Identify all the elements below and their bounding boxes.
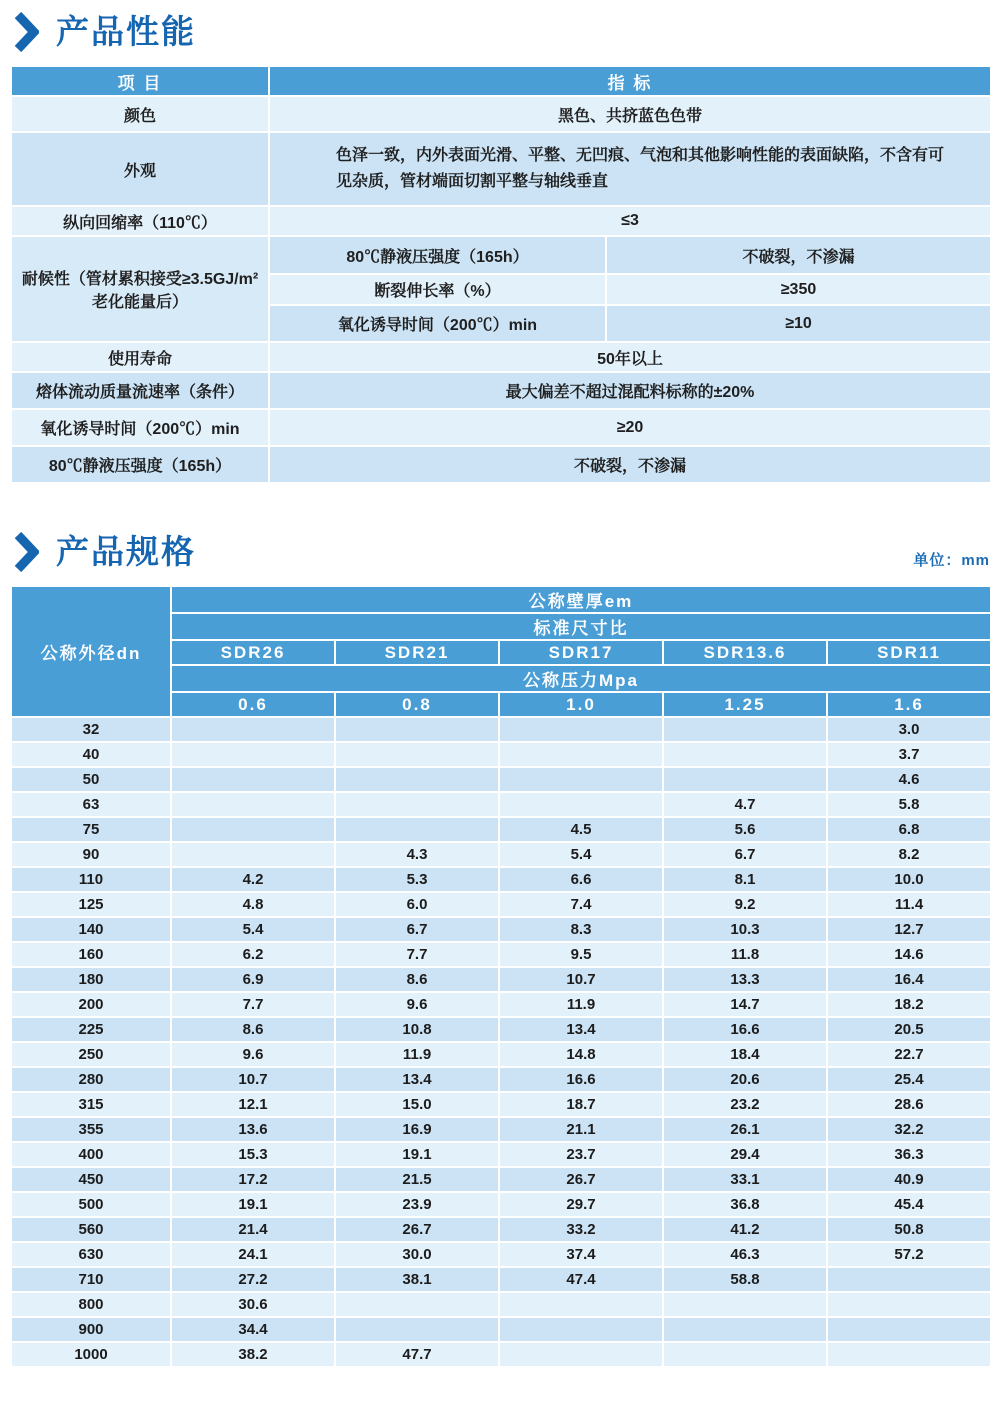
wall-thickness-cell: 6.8 — [827, 817, 991, 842]
wall-thickness-cell: 6.7 — [663, 842, 827, 867]
wall-thickness-cell: 6.7 — [335, 917, 499, 942]
spec-pressure-1-25: 1.25 — [663, 692, 827, 717]
table-row — [11, 892, 991, 917]
dn-cell: 180 — [11, 967, 171, 992]
spec-pressure-0-6: 0.6 — [171, 692, 335, 717]
table-row — [11, 842, 991, 867]
wall-thickness-cell: 16.6 — [663, 1017, 827, 1042]
wall-thickness-cell: 15.3 — [171, 1142, 335, 1167]
wall-thickness-cell: 18.4 — [663, 1042, 827, 1067]
table-row — [11, 1242, 991, 1267]
table-row — [11, 1217, 991, 1242]
table-row — [11, 409, 991, 446]
wall-thickness-cell: 4.6 — [827, 767, 991, 792]
spec-header-sdr17: SDR17 — [499, 640, 663, 665]
wall-thickness-cell: 36.3 — [827, 1142, 991, 1167]
table-row — [11, 1117, 991, 1142]
wall-thickness-cell — [171, 817, 335, 842]
wall-thickness-cell: 5.8 — [827, 792, 991, 817]
spec-header-pressure: 公称压力Mpa — [171, 665, 991, 692]
wall-thickness-cell: 6.6 — [499, 867, 663, 892]
table-row — [11, 1292, 991, 1317]
wall-thickness-cell — [827, 1342, 991, 1367]
wall-thickness-cell — [171, 742, 335, 767]
perf-label-hydrostatic: 80℃静液压强度（165h） — [11, 446, 269, 483]
perf-value-hydrostatic: 不破裂，不渗漏 — [269, 446, 991, 483]
dn-cell: 560 — [11, 1217, 171, 1242]
perf-subitem-name: 氧化诱导时间（200℃）min — [269, 305, 606, 342]
dn-cell: 250 — [11, 1042, 171, 1067]
wall-thickness-cell: 57.2 — [827, 1242, 991, 1267]
performance-section-header — [10, 12, 990, 52]
wall-thickness-cell — [335, 817, 499, 842]
wall-thickness-cell — [171, 767, 335, 792]
wall-thickness-cell — [827, 1267, 991, 1292]
wall-thickness-cell: 10.8 — [335, 1017, 499, 1042]
wall-thickness-cell: 33.2 — [499, 1217, 663, 1242]
wall-thickness-cell: 18.2 — [827, 992, 991, 1017]
wall-thickness-cell: 14.6 — [827, 942, 991, 967]
table-row — [11, 767, 991, 792]
wall-thickness-cell: 7.7 — [171, 992, 335, 1017]
wall-thickness-cell: 9.2 — [663, 892, 827, 917]
wall-thickness-cell: 40.9 — [827, 1167, 991, 1192]
table-row — [11, 867, 991, 892]
wall-thickness-cell: 10.7 — [171, 1067, 335, 1092]
spec-table-body — [11, 717, 991, 1367]
spec-table — [10, 585, 992, 1368]
wall-thickness-cell: 19.1 — [335, 1142, 499, 1167]
spec-pressure-1-6: 1.6 — [827, 692, 991, 717]
wall-thickness-cell — [827, 1317, 991, 1342]
perf-label-color: 颜色 — [11, 96, 269, 132]
dn-cell: 500 — [11, 1192, 171, 1217]
wall-thickness-cell: 10.0 — [827, 867, 991, 892]
perf-label-appearance: 外观 — [11, 132, 269, 206]
perf-label-melt-flow: 熔体流动质量流速率（条件） — [11, 372, 269, 409]
wall-thickness-cell: 13.6 — [171, 1117, 335, 1142]
wall-thickness-cell: 58.8 — [663, 1267, 827, 1292]
perf-subitem-name: 80℃静液压强度（165h） — [269, 236, 606, 274]
wall-thickness-cell: 5.3 — [335, 867, 499, 892]
section-title-text: 产品性能 — [56, 13, 196, 51]
wall-thickness-cell: 4.5 — [499, 817, 663, 842]
wall-thickness-cell: 27.2 — [171, 1267, 335, 1292]
table-row — [11, 236, 991, 274]
wall-thickness-cell: 11.9 — [335, 1042, 499, 1067]
wall-thickness-cell: 45.4 — [827, 1192, 991, 1217]
section-title-text: 产品规格 — [56, 533, 196, 571]
perf-value-melt-flow: 最大偏差不超过混配料标称的±20% — [269, 372, 991, 409]
wall-thickness-cell — [171, 717, 335, 742]
dn-cell: 710 — [11, 1267, 171, 1292]
wall-thickness-cell: 28.6 — [827, 1092, 991, 1117]
wall-thickness-cell: 29.7 — [499, 1192, 663, 1217]
wall-thickness-cell: 8.6 — [335, 967, 499, 992]
table-row — [11, 96, 991, 132]
wall-thickness-cell: 11.4 — [827, 892, 991, 917]
spec-pressure-0-8: 0.8 — [335, 692, 499, 717]
wall-thickness-cell — [171, 842, 335, 867]
table-row — [11, 742, 991, 767]
performance-section-title — [10, 12, 196, 52]
wall-thickness-cell: 13.3 — [663, 967, 827, 992]
table-row — [11, 1167, 991, 1192]
wall-thickness-cell: 9.6 — [335, 992, 499, 1017]
wall-thickness-cell: 30.6 — [171, 1292, 335, 1317]
chevron-right-icon — [14, 12, 39, 52]
wall-thickness-cell: 50.8 — [827, 1217, 991, 1242]
dn-cell: 63 — [11, 792, 171, 817]
perf-subitem-name: 断裂伸长率（%） — [269, 274, 606, 305]
wall-thickness-cell — [335, 717, 499, 742]
wall-thickness-cell: 3.0 — [827, 717, 991, 742]
wall-thickness-cell: 24.1 — [171, 1242, 335, 1267]
wall-thickness-cell — [335, 742, 499, 767]
wall-thickness-cell: 38.1 — [335, 1267, 499, 1292]
wall-thickness-cell — [499, 1317, 663, 1342]
dn-cell: 200 — [11, 992, 171, 1017]
wall-thickness-cell: 17.2 — [171, 1167, 335, 1192]
wall-thickness-cell — [499, 717, 663, 742]
table-row — [11, 1317, 991, 1342]
wall-thickness-cell: 23.2 — [663, 1092, 827, 1117]
perf-subitem-value: ≥350 — [606, 274, 991, 305]
wall-thickness-cell: 9.5 — [499, 942, 663, 967]
wall-thickness-cell: 26.1 — [663, 1117, 827, 1142]
wall-thickness-cell: 6.2 — [171, 942, 335, 967]
perf-label-weathering-group: 耐候性（管材累积接受≥3.5GJ/m²老化能量后） — [11, 236, 269, 342]
wall-thickness-cell: 47.7 — [335, 1342, 499, 1367]
spec-header-sdr-ratio: 标准尺寸比 — [171, 613, 991, 640]
wall-thickness-cell: 14.7 — [663, 992, 827, 1017]
wall-thickness-cell — [335, 1317, 499, 1342]
perf-value-lifetime: 50年以上 — [269, 342, 991, 372]
spec-header-dn: 公称外径dn — [11, 586, 171, 717]
table-row — [11, 1067, 991, 1092]
wall-thickness-cell — [663, 1292, 827, 1317]
wall-thickness-cell: 5.6 — [663, 817, 827, 842]
wall-thickness-cell: 37.4 — [499, 1242, 663, 1267]
spec-header-sdr11: SDR11 — [827, 640, 991, 665]
dn-cell: 90 — [11, 842, 171, 867]
specs-section-title — [10, 532, 196, 572]
dn-cell: 110 — [11, 867, 171, 892]
wall-thickness-cell — [499, 742, 663, 767]
wall-thickness-cell: 13.4 — [335, 1067, 499, 1092]
table-row — [11, 446, 991, 483]
table-row — [11, 992, 991, 1017]
table-row — [11, 1017, 991, 1042]
dn-cell: 75 — [11, 817, 171, 842]
wall-thickness-cell: 23.9 — [335, 1192, 499, 1217]
spec-header-sdr21: SDR21 — [335, 640, 499, 665]
wall-thickness-cell — [663, 767, 827, 792]
wall-thickness-cell: 6.0 — [335, 892, 499, 917]
table-row — [11, 717, 991, 742]
dn-cell: 1000 — [11, 1342, 171, 1367]
perf-subitem-value: ≥10 — [606, 305, 991, 342]
dn-cell: 450 — [11, 1167, 171, 1192]
wall-thickness-cell: 8.1 — [663, 867, 827, 892]
wall-thickness-cell: 11.9 — [499, 992, 663, 1017]
wall-thickness-cell: 19.1 — [171, 1192, 335, 1217]
wall-thickness-cell: 13.4 — [499, 1017, 663, 1042]
wall-thickness-cell: 14.8 — [499, 1042, 663, 1067]
table-row — [11, 1142, 991, 1167]
wall-thickness-cell: 32.2 — [827, 1117, 991, 1142]
wall-thickness-cell: 26.7 — [499, 1167, 663, 1192]
performance-table — [10, 65, 992, 484]
dn-cell: 900 — [11, 1317, 171, 1342]
perf-value-appearance: 色泽一致，内外表面光滑、平整、无凹痕、气泡和其他影响性能的表面缺陷，不含有可见杂质，管材端面切割平整与轴线垂直 — [269, 132, 991, 206]
wall-thickness-cell: 46.3 — [663, 1242, 827, 1267]
table-row — [11, 1267, 991, 1292]
specs-section-header — [10, 532, 990, 572]
wall-thickness-cell: 21.4 — [171, 1217, 335, 1242]
table-row — [11, 206, 991, 236]
spec-pressure-1-0: 1.0 — [499, 692, 663, 717]
wall-thickness-cell: 9.6 — [171, 1042, 335, 1067]
wall-thickness-cell — [171, 792, 335, 817]
table-row — [11, 792, 991, 817]
dn-cell: 630 — [11, 1242, 171, 1267]
wall-thickness-cell — [663, 742, 827, 767]
wall-thickness-cell: 47.4 — [499, 1267, 663, 1292]
wall-thickness-cell: 4.7 — [663, 792, 827, 817]
dn-cell: 32 — [11, 717, 171, 742]
wall-thickness-cell: 25.4 — [827, 1067, 991, 1092]
wall-thickness-cell: 16.4 — [827, 967, 991, 992]
specs-section — [10, 532, 990, 1368]
table-row — [11, 1192, 991, 1217]
dn-cell: 355 — [11, 1117, 171, 1142]
spec-header-sdr13-6: SDR13.6 — [663, 640, 827, 665]
wall-thickness-cell: 36.8 — [663, 1192, 827, 1217]
perf-header-item: 项 目 — [11, 66, 269, 96]
dn-cell: 40 — [11, 742, 171, 767]
perf-value-color: 黑色、共挤蓝色色带 — [269, 96, 991, 132]
spec-header-wall: 公称壁厚em — [171, 586, 991, 613]
perf-label-oxidation: 氧化诱导时间（200℃）min — [11, 409, 269, 446]
wall-thickness-cell: 12.1 — [171, 1092, 335, 1117]
perf-label-lifetime: 使用寿命 — [11, 342, 269, 372]
wall-thickness-cell: 8.2 — [827, 842, 991, 867]
perf-value-oxidation: ≥20 — [269, 409, 991, 446]
table-row — [11, 942, 991, 967]
wall-thickness-cell: 8.3 — [499, 917, 663, 942]
wall-thickness-cell: 5.4 — [499, 842, 663, 867]
table-row — [11, 1092, 991, 1117]
table-row — [11, 372, 991, 409]
wall-thickness-cell — [499, 1342, 663, 1367]
wall-thickness-cell: 6.9 — [171, 967, 335, 992]
wall-thickness-cell: 10.7 — [499, 967, 663, 992]
dn-cell: 280 — [11, 1067, 171, 1092]
dn-cell: 800 — [11, 1292, 171, 1317]
perf-label-shrinkage: 纵向回缩率（110℃） — [11, 206, 269, 236]
wall-thickness-cell: 4.2 — [171, 867, 335, 892]
wall-thickness-cell: 7.7 — [335, 942, 499, 967]
wall-thickness-cell — [335, 1292, 499, 1317]
wall-thickness-cell: 29.4 — [663, 1142, 827, 1167]
wall-thickness-cell: 26.7 — [335, 1217, 499, 1242]
wall-thickness-cell: 20.6 — [663, 1067, 827, 1092]
wall-thickness-cell: 12.7 — [827, 917, 991, 942]
wall-thickness-cell — [335, 767, 499, 792]
wall-thickness-cell: 33.1 — [663, 1167, 827, 1192]
table-row — [11, 1042, 991, 1067]
table-row — [11, 817, 991, 842]
dn-cell: 400 — [11, 1142, 171, 1167]
wall-thickness-cell: 41.2 — [663, 1217, 827, 1242]
wall-thickness-cell: 7.4 — [499, 892, 663, 917]
dn-cell: 160 — [11, 942, 171, 967]
spec-header-sdr26: SDR26 — [171, 640, 335, 665]
wall-thickness-cell: 21.5 — [335, 1167, 499, 1192]
table-row — [11, 132, 991, 206]
wall-thickness-cell: 23.7 — [499, 1142, 663, 1167]
wall-thickness-cell: 11.8 — [663, 942, 827, 967]
wall-thickness-cell: 8.6 — [171, 1017, 335, 1042]
dn-cell: 225 — [11, 1017, 171, 1042]
dn-cell: 140 — [11, 917, 171, 942]
wall-thickness-cell: 20.5 — [827, 1017, 991, 1042]
wall-thickness-cell: 21.1 — [499, 1117, 663, 1142]
wall-thickness-cell — [499, 792, 663, 817]
table-row — [11, 917, 991, 942]
table-row — [11, 1342, 991, 1367]
chevron-right-icon — [14, 532, 39, 572]
spec-header-row — [11, 586, 991, 613]
wall-thickness-cell: 5.4 — [171, 917, 335, 942]
wall-thickness-cell: 10.3 — [663, 917, 827, 942]
wall-thickness-cell: 34.4 — [171, 1317, 335, 1342]
wall-thickness-cell — [499, 767, 663, 792]
wall-thickness-cell — [827, 1292, 991, 1317]
dn-cell: 315 — [11, 1092, 171, 1117]
wall-thickness-cell — [663, 717, 827, 742]
wall-thickness-cell: 3.7 — [827, 742, 991, 767]
wall-thickness-cell: 4.3 — [335, 842, 499, 867]
table-row — [11, 342, 991, 372]
wall-thickness-cell: 38.2 — [171, 1342, 335, 1367]
unit-label: 单位：mm — [913, 552, 990, 569]
dn-cell: 50 — [11, 767, 171, 792]
wall-thickness-cell — [663, 1317, 827, 1342]
wall-thickness-cell: 30.0 — [335, 1242, 499, 1267]
table-row — [11, 967, 991, 992]
perf-subitem-value: 不破裂，不渗漏 — [606, 236, 991, 274]
wall-thickness-cell — [499, 1292, 663, 1317]
dn-cell: 125 — [11, 892, 171, 917]
wall-thickness-cell: 18.7 — [499, 1092, 663, 1117]
wall-thickness-cell — [335, 792, 499, 817]
wall-thickness-cell: 4.8 — [171, 892, 335, 917]
performance-table-header-row — [11, 66, 991, 96]
wall-thickness-cell — [663, 1342, 827, 1367]
wall-thickness-cell: 15.0 — [335, 1092, 499, 1117]
perf-header-spec: 指 标 — [269, 66, 991, 96]
wall-thickness-cell: 16.9 — [335, 1117, 499, 1142]
wall-thickness-cell: 22.7 — [827, 1042, 991, 1067]
wall-thickness-cell: 16.6 — [499, 1067, 663, 1092]
perf-value-shrinkage: ≤3 — [269, 206, 991, 236]
